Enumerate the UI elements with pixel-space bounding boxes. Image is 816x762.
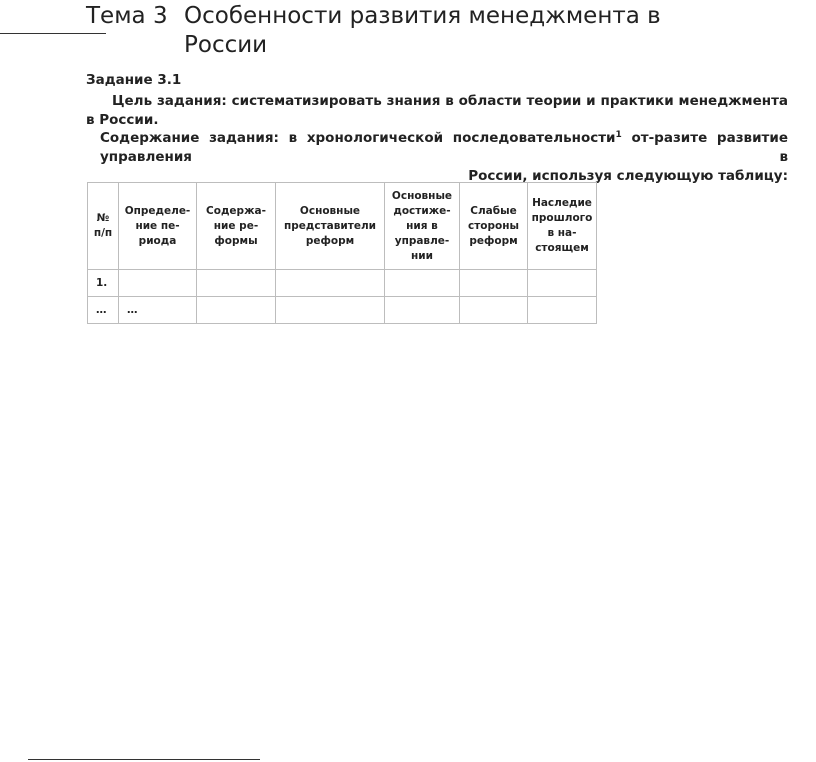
- task-content: [86, 129, 788, 186]
- header-achievements: Основные достиже-ния в управле-нии: [385, 183, 460, 270]
- table-cell: 1.: [88, 270, 119, 297]
- header-weaknesses: Слабые стороны реформ: [460, 183, 528, 270]
- header-reform-content: Содержа-ние ре-формы: [197, 183, 276, 270]
- task-number: Задание 3.1: [86, 72, 182, 88]
- footnote-rule: [28, 759, 260, 760]
- table-cell: [528, 297, 597, 324]
- topic-heading: [86, 2, 786, 60]
- header-period: Определе-ние пе-риода: [119, 183, 197, 270]
- topic-title-line2: России: [184, 32, 268, 58]
- table-cell: …: [88, 297, 119, 324]
- table-header-row: [88, 183, 597, 270]
- header-legacy: Наследие прошлого в на-стоящем: [528, 183, 597, 270]
- task-content-line1: Содержание задания: в хронологической последовательности$^1$ от-разите развитие управления в: [100, 130, 788, 165]
- table-row: [88, 270, 597, 297]
- topic-number: Тема 3: [86, 3, 168, 29]
- table-cell: …: [119, 297, 197, 324]
- header-number: № п/п: [88, 183, 119, 270]
- table-cell: [385, 270, 460, 297]
- reforms-table: [87, 182, 597, 324]
- task-content-line2: России, используя следующую таблицу:: [468, 168, 788, 184]
- footnote-mark[interactable]: 1: [615, 130, 622, 140]
- table-cell: [197, 270, 276, 297]
- table-cell: [119, 270, 197, 297]
- topic-title-line1: Особенности развития менеджмента в: [184, 3, 661, 29]
- task-goal: Цель задания: систематизировать знания в области теории и практики менеджмента в России.: [86, 93, 788, 128]
- table-cell: [276, 270, 385, 297]
- header-representatives: Основные представители реформ: [276, 183, 385, 270]
- table-cell: [460, 270, 528, 297]
- table-cell: [460, 297, 528, 324]
- table-cell: [528, 270, 597, 297]
- table-cell: [385, 297, 460, 324]
- table-row: [88, 297, 597, 324]
- table-cell: [276, 297, 385, 324]
- table-cell: [197, 297, 276, 324]
